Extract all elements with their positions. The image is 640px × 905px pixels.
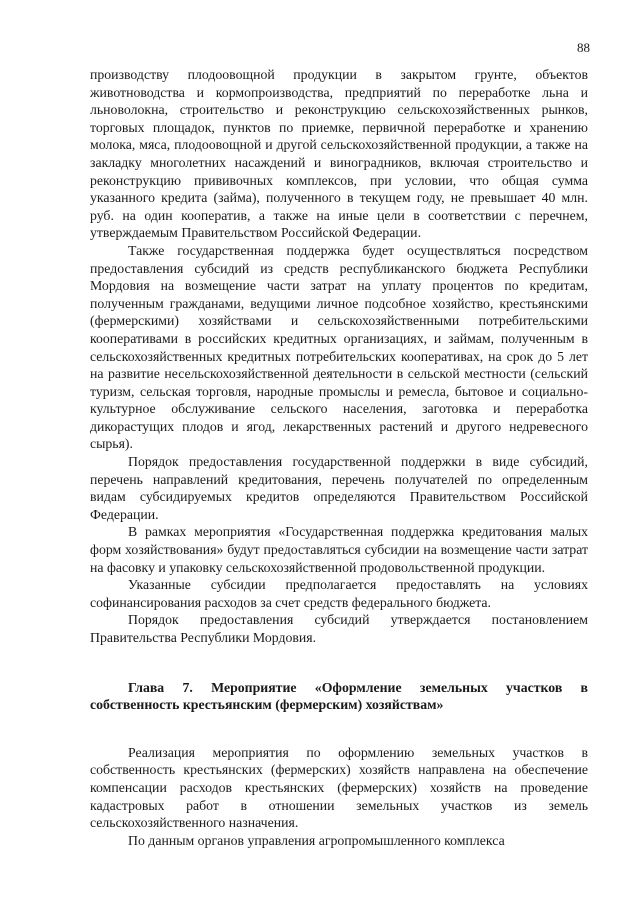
page-body (90, 66, 588, 849)
paragraph-4: В рамках мероприятия «Государственная поддержка кредитования малых форм хозяйствования» будут предоставляться субсидии на возмещение части затрат на фасовку и упаковку сельскохозяйственной продовольственной продукции. (90, 524, 588, 575)
chapter-heading: Глава 7. Мероприятие «Оформление земельных участков в собственность крестьянским (фермерским) хозяйствам» (90, 679, 588, 713)
paragraph-7: Реализация мероприятия по оформлению земельных участков в собственность крестьянских (фермерских) хозяйств направлена на обеспечение компенсации расходов крестьянских (фермерских) хозяйств на проведение кадастровых работ в отношении земельных участков из земель сельскохозяйственного назначения. (90, 744, 588, 831)
paragraph-5: Указанные субсидии предполагается предоставлять на условиях софинансирования расходов за счет средств федерального бюджета. (90, 577, 588, 610)
paragraph-2: Также государственная поддержка будет осуществляться посредством предоставления субсидий из средств республиканского бюджета Республики Мордовия на возмещение части затрат на уплату процентов по кредитам, полученным гражданами, ведущими личное подсобное хозяйство, крестьянскими (фермерскими) хозяйствами и сельскохозяйственными потребительскими кооперативами в российских кредитных организациях, и займам, полученным в сельскохозяйственных кредитных потребительских кооперативах, на срок до 5 лет на развитие несельскохозяйственной деятельности в сельской местности (сельский туризм, сельская торговля, народные промыслы и ремесла, бытовое и социально-культурное обслуживание сельского населения, заготовка и переработка дикорастущих плодов и ягод, лекарственных растений и другого недревесного сырья). (90, 242, 588, 452)
paragraph-3: Порядок предоставления государственной поддержки в виде субсидий, перечень направлений кредитования, перечень получателей по определенным видам субсидируемых кредитов определяются Правительством Российской Федерации. (90, 454, 588, 522)
paragraph-8: По данным органов управления агропромышленного комплекса (128, 832, 505, 848)
page-number: 88 (577, 40, 590, 55)
paragraph-6: Порядок предоставления субсидий утверждается постановлением Правительства Республики Мордовия. (90, 612, 588, 645)
paragraph-1: производству плодоовощной продукции в закрытом грунте, объектов животноводства и кормопроизводства, предприятий по переработке льна и льноволокна, строительство и реконструкцию сельскохозяйственных рынков, торговых площадок, пунктов по приемке, первичной переработке и хранению молока, мяса, плодоовощной и другой сельскохозяйственной продукции, а также на закладку многолетних насаждений и виноградников, включая строительство и реконструкцию прививочных комплексов, при условии, что общая сумма указанного кредита (займа), полученного в текущем году, не превышает 40 млн. руб. на один кооператив, а также на иные цели в соответствии с перечнем, утверждаемым Правительством Российской Федерации. (90, 67, 588, 241)
